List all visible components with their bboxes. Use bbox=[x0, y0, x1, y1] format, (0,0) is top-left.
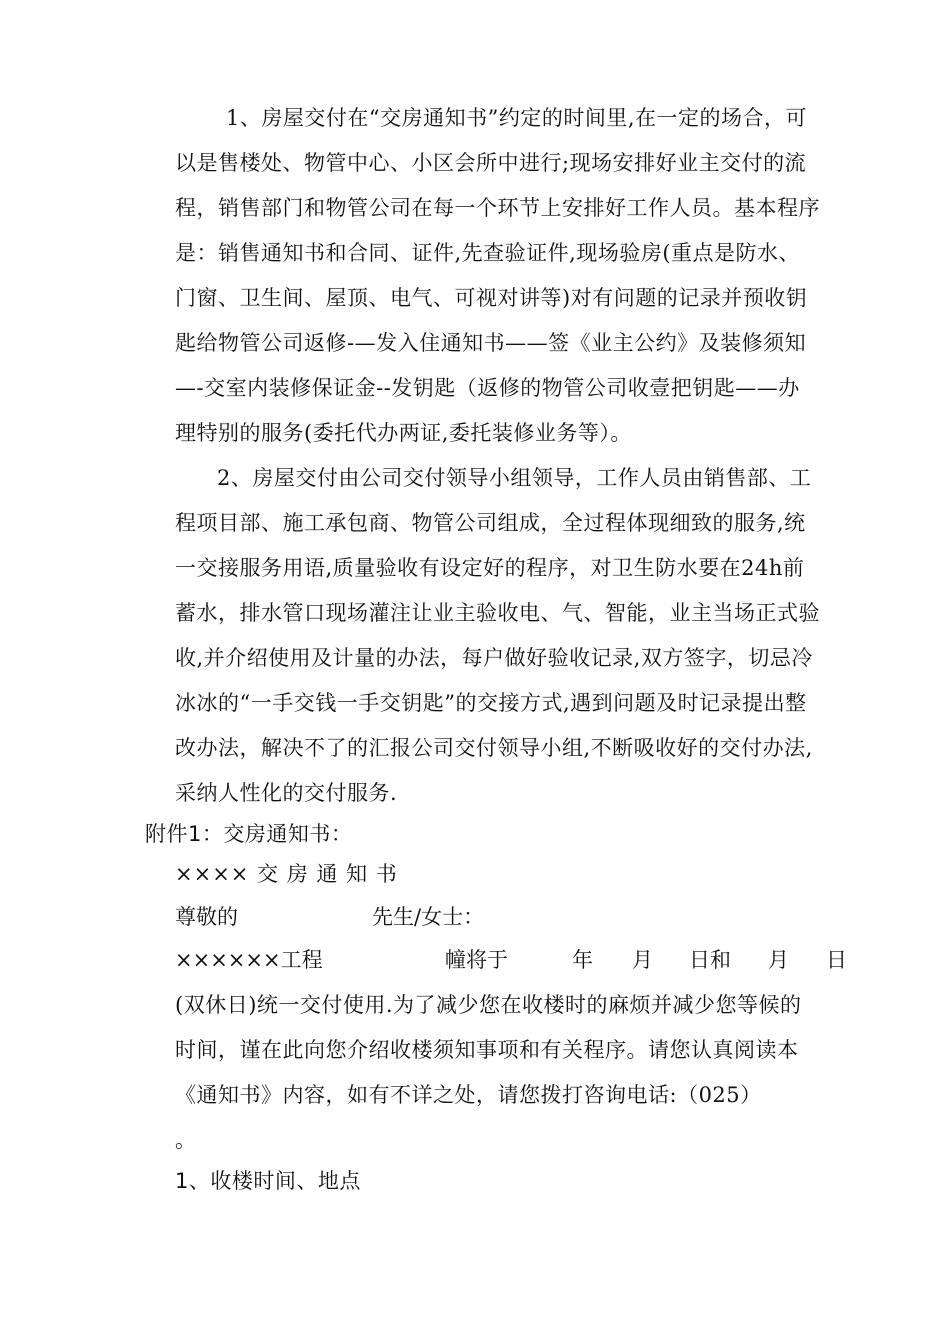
section2-line-6: 冰冰的“一手交钱一手交钥匙”的交接方式,遇到问题及时记录提出整 bbox=[175, 691, 807, 715]
project-name: ××××××工程 bbox=[175, 948, 323, 972]
section2-line-5: 收,并介绍使用及计量的办法，每户做好验收记录,双方签字，切忌冷 bbox=[175, 646, 813, 670]
section1-line-8: 理特别的服务(委托代办两证,委托装修业务等）。 bbox=[175, 421, 632, 445]
section2-line-8: 采纳人性化的交付服务. bbox=[175, 781, 398, 805]
day-and-label: 日和 bbox=[689, 948, 731, 972]
section2-line-4: 蓄水，排水管口现场灌注让业主验收电、气、智能，业主当场正式验 bbox=[175, 601, 820, 625]
section2-line-3: 一交接服务用语,质量验收有设定好的程序，对卫生防水要在24h前 bbox=[175, 556, 805, 580]
salutation-right: 先生/女士： bbox=[372, 905, 485, 929]
month-label-2: 月 bbox=[768, 948, 789, 972]
salutation-left: 尊敬的 bbox=[175, 905, 238, 929]
section1-line-6: 匙给物管公司返修-—发入住通知书——签《业主公约》及装修须知 bbox=[175, 331, 807, 355]
day-label-2: 日 bbox=[826, 948, 847, 972]
section2-line-7: 改办法，解决不了的汇报公司交付领导小组,不断吸收好的交付办法, bbox=[175, 736, 813, 760]
attachment-heading: 附件1：交房通知书： bbox=[145, 822, 353, 846]
section2-line-2: 程项目部、施工承包商、物管公司组成，全过程体现细致的服务,统 bbox=[175, 511, 806, 535]
notice-body-line-2: 时间，谨在此向您介绍收楼须知事项和有关程序。请您认真阅读本 bbox=[175, 1038, 799, 1062]
notice-body-line-3: 《通知书》内容，如有不详之处，请您拨打咨询电话:（025） bbox=[175, 1083, 762, 1107]
notice-body-line-4: 。 bbox=[175, 1128, 197, 1152]
section1-line-5: 门窗、卫生间、屋顶、电气、可视对讲等)对有问题的记录并预收钥 bbox=[175, 286, 808, 310]
section1-line-1: 1、房屋交付在“交房通知书”约定的时间里,在一定的场合，可 bbox=[226, 106, 808, 130]
notice-title: ×××× 交 房 通 知 书 bbox=[175, 862, 398, 886]
notice-body-line-1: (双休日)统一交付使用.为了减少您在收楼时的麻烦并减少您等候的 bbox=[175, 993, 802, 1017]
month-label-1: 月 bbox=[632, 948, 653, 972]
building-label: 幢将于 bbox=[445, 948, 508, 972]
section1-line-2: 以是售楼处、物管中心、小区会所中进行;现场安排好业主交付的流 bbox=[175, 151, 807, 175]
section1-line-3: 程，销售部门和物管公司在每一个环节上安排好工作人员。基本程序 bbox=[175, 196, 820, 220]
section1-line-7: —-交室内装修保证金--发钥匙（返修的物管公司收壹把钥匙——办 bbox=[175, 376, 800, 400]
year-label: 年 bbox=[572, 948, 593, 972]
section2-line-1: 2、房屋交付由公司交付领导小组领导，工作人员由销售部、工 bbox=[217, 466, 812, 490]
item-1-heading: 1、收楼时间、地点 bbox=[175, 1169, 361, 1193]
section1-line-4: 是：销售通知书和合同、证件,先查验证件,现场验房(重点是防水、 bbox=[175, 241, 801, 265]
